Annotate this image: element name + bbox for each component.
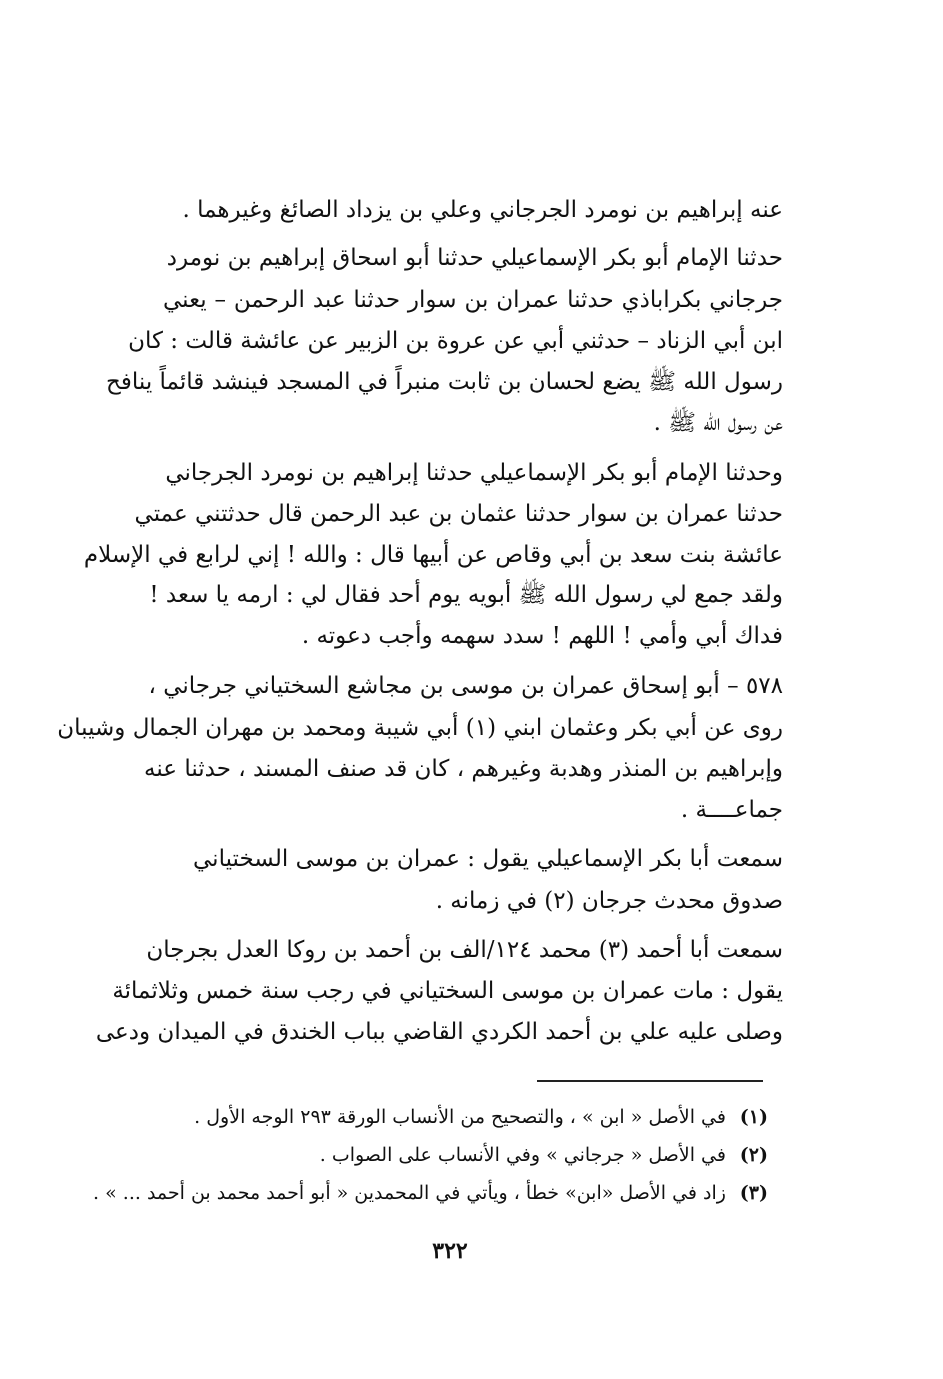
text-line: حدثنا عمران بن سوار حدثنا عثمان بن عبد الرحمن قال حدثتني عمتي	[134, 501, 783, 527]
text-line: جرجاني بكراباذي حدثنا عمران بن سوار حدثنا عبد الرحمن – يعني	[163, 287, 783, 313]
page-number: ٣٢٢	[432, 1238, 468, 1264]
footnote	[93, 1180, 768, 1210]
footnote-number: (٣)	[739, 1182, 768, 1204]
text-line: جماعــــة .	[680, 797, 783, 823]
text-line: ٥٧٨ – أبو إسحاق عمران بن موسى بن مجاشع السختياني جرجاني ،	[148, 673, 783, 699]
footnote-text: زاد في الأصل «ابن» خطأ ، ويأتي في المحمدين « أبو أحمد محمد بن أحمد ... » .	[93, 1182, 726, 1204]
footnote-text: في الأصل « ابن » ، والتصحيح من الأنساب الورقة ٢٩٣ الوجه الأول .	[194, 1106, 726, 1128]
text-line: عنه إبراهيم بن نومرد الجرجاني وعلي بن يزداد الصائغ وغيرهما .	[182, 197, 783, 223]
text-line: حدثنا الإمام أبو بكر الإسماعيلي حدثنا أبو اسحاق إبراهيم بن نومرد	[166, 245, 783, 271]
text-line: وحدثنا الإمام أبو بكر الإسماعيلي حدثنا إبراهيم بن نومرد الجرجاني	[165, 460, 783, 486]
text-line: ولقد جمع لي رسول الله ﷺ أبويه يوم أحد فقال لي : ارمه يا سعد !	[149, 582, 783, 608]
text-line: فداك أبي وأمي ! اللهم ! سدد سهمه وأجب دعوته .	[301, 623, 783, 649]
text-line: عائشة بنت سعد بن أبي وقاص عن أبيها قال : والله ! إني لرابع في الإسلام	[83, 542, 783, 568]
footnote	[168, 1104, 768, 1134]
footnote-separator	[537, 1080, 763, 1082]
text-line: رسول الله ﷺ يضع لحسان بن ثابت منبراً في المسجد فينشد قائماً ينافح	[106, 369, 783, 395]
text-line: سمعت أبا بكر الإسماعيلي يقول : عمران بن موسى السختياني	[193, 846, 783, 872]
text-line: عن رسول الله ﷺ .	[653, 410, 783, 436]
text-line: ابن أبي الزناد – حدثني أبي عن عروة بن الزبير عن عائشة قالت : كان	[128, 328, 783, 354]
footnote	[168, 1142, 768, 1172]
text-line: روى عن أبي بكر وعثمان ابني (١) أبي شيبة ومحمد بن مهران الجمال وشيبان	[57, 715, 783, 741]
footnote-number: (٢)	[739, 1144, 768, 1166]
footnote-text: في الأصل « جرجاني » وفي الأنساب على الصواب .	[319, 1144, 726, 1166]
footnote-number: (١)	[739, 1106, 768, 1128]
text-line: وإبراهيم بن المنذر وهدبة وغيرهم ، كان قد صنف المسند ، حدثنا عنه	[144, 756, 783, 782]
text-line: يقول : مات عمران بن موسى السختياني في رجب سنة خمس وثلاثمائة	[112, 978, 783, 1004]
text-line: صدوق محدث جرجان (٢) في زمانه .	[435, 888, 783, 914]
text-line: سمعت أبا أحمد (٣) محمد ١٢٤/الف بن أحمد بن روكا العدل بجرجان	[146, 937, 783, 963]
text-line: وصلى عليه علي بن أحمد الكردي القاضي بباب الخندق في الميدان ودعى	[95, 1019, 783, 1045]
